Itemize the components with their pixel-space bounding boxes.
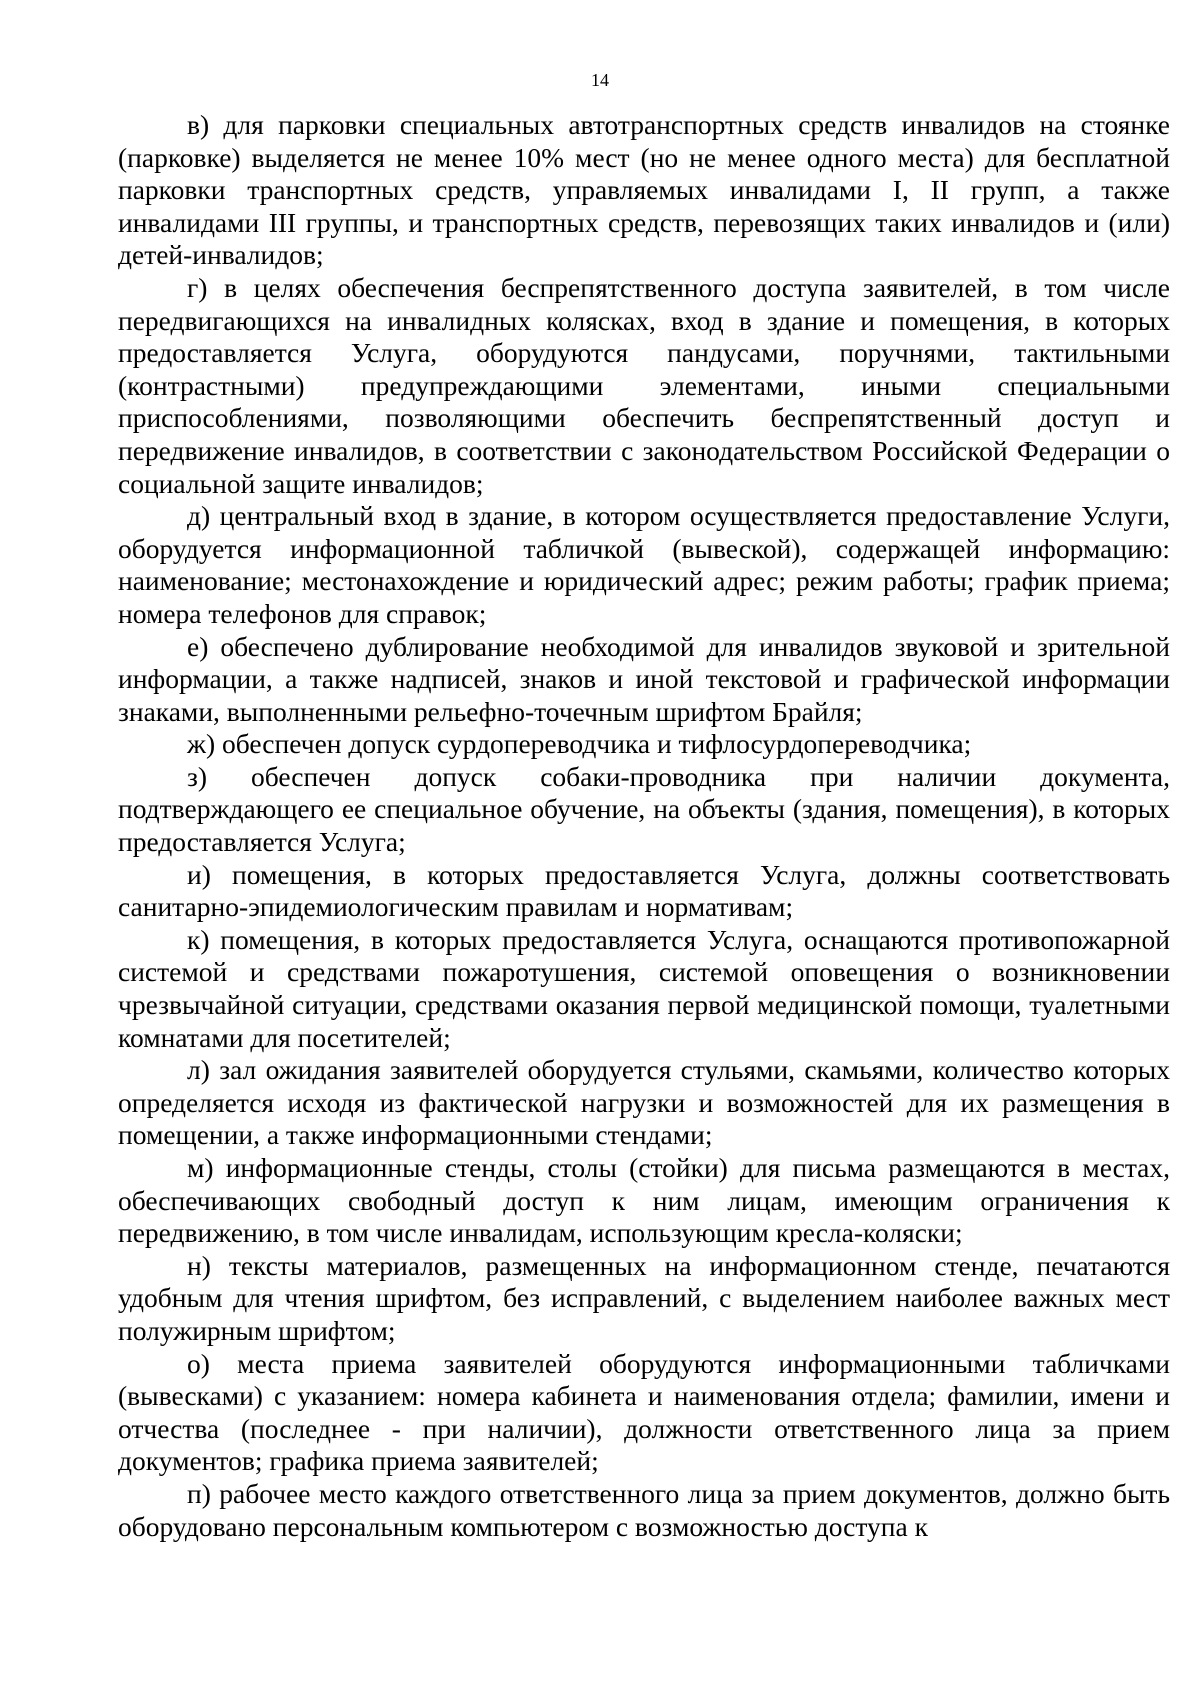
paragraph-e: е) обеспечено дублирование необходимой для инвалидов звуковой и зрительной информации, а также надписей, знаков и иной текстовой и графической информации знаками, выполненными рельефно-точечным шрифтом Брайля;	[118, 630, 1170, 727]
paragraph-z: з) обеспечен допуск собаки-проводника при наличии документа, подтверждающего ее специальное обучение, на объекты (здания, помещения), в которых предоставляется Услуга;	[118, 760, 1170, 858]
paragraph-p: п) рабочее место каждого ответственного лица за прием документов, должно быть оборудовано персональным компьютером с возможностью доступа к	[118, 1477, 1170, 1542]
paragraph-m: м) информационные стенды, столы (стойки) для письма размещаются в местах, обеспечивающих свободный доступ к ним лицам, имеющим ограничения к передвижению, в том числе инвалидам, использующим кресла-коляски;	[118, 1152, 1170, 1249]
paragraph-v: в) для парковки специальных автотранспортных средств инвалидов на стоянке (парковке) выделяется не менее 10% мест (но не менее одного места) для бесплатной парковки транспортных средств, управляемых инвалидами I, II групп, а также инвалидами III группы, и транспортных средств, перевозящих таких инвалидов и (или) детей-инвалидов;	[118, 109, 1170, 271]
paragraph-i: и) помещения, в которых предоставляется Услуга, должны соответствовать санитарно-эпидемиологическим правилам и нормативам;	[118, 858, 1170, 923]
paragraph-k: к) помещения, в которых предоставляется Услуга, оснащаются противопожарной системой и средствами пожаротушения, системой оповещения о возникновении чрезвычайной ситуации, средствами оказания первой медицинской помощи, туалетными комнатами для посетителей;	[118, 923, 1170, 1053]
paragraph-zh: ж) обеспечен допуск сурдопереводчика и тифлосурдопереводчика;	[187, 728, 972, 760]
paragraph-o: о) места приема заявителей оборудуются информационными табличками (вывесками) с указанием: номера кабинета и наименования отдела; фамилии, имени и отчества (последнее - при наличии), должности ответственного лица за прием документов; графика приема заявителей;	[118, 1347, 1170, 1477]
document-body	[118, 109, 1170, 1543]
paragraph-d: д) центральный вход в здание, в котором осуществляется предоставление Услуги, оборудуется информационной табличкой (вывеской), содержащей информацию: наименование; местонахождение и юридический адрес; режим работы; график приема; номера телефонов для справок;	[118, 500, 1170, 629]
paragraph-l: л) зал ожидания заявителей оборудуется стульями, скамьями, количество которых определяется исходя из фактической нагрузки и возможностей для их размещения в помещении, а также информационными стендами;	[118, 1054, 1170, 1151]
paragraph-g: г) в целях обеспечения беспрепятственного доступа заявителей, в том числе передвигающихся на инвалидных колясках, вход в здание и помещения, в которых предоставляется Услуга, оборудуются пандусами, поручнями, тактильными (контрастными) предупреждающими элементами, иными специальными приспособлениями, позволяющими обеспечить беспрепятственный доступ и передвижение инвалидов, в соответствии с законодательством Российской Федерации о социальной защите инвалидов;	[118, 271, 1170, 499]
page-number: 14	[591, 70, 609, 90]
paragraph-n: н) тексты материалов, размещенных на информационном стенде, печатаются удобным для чтения шрифтом, без исправлений, с выделением наиболее важных мест полужирным шрифтом;	[118, 1249, 1170, 1346]
